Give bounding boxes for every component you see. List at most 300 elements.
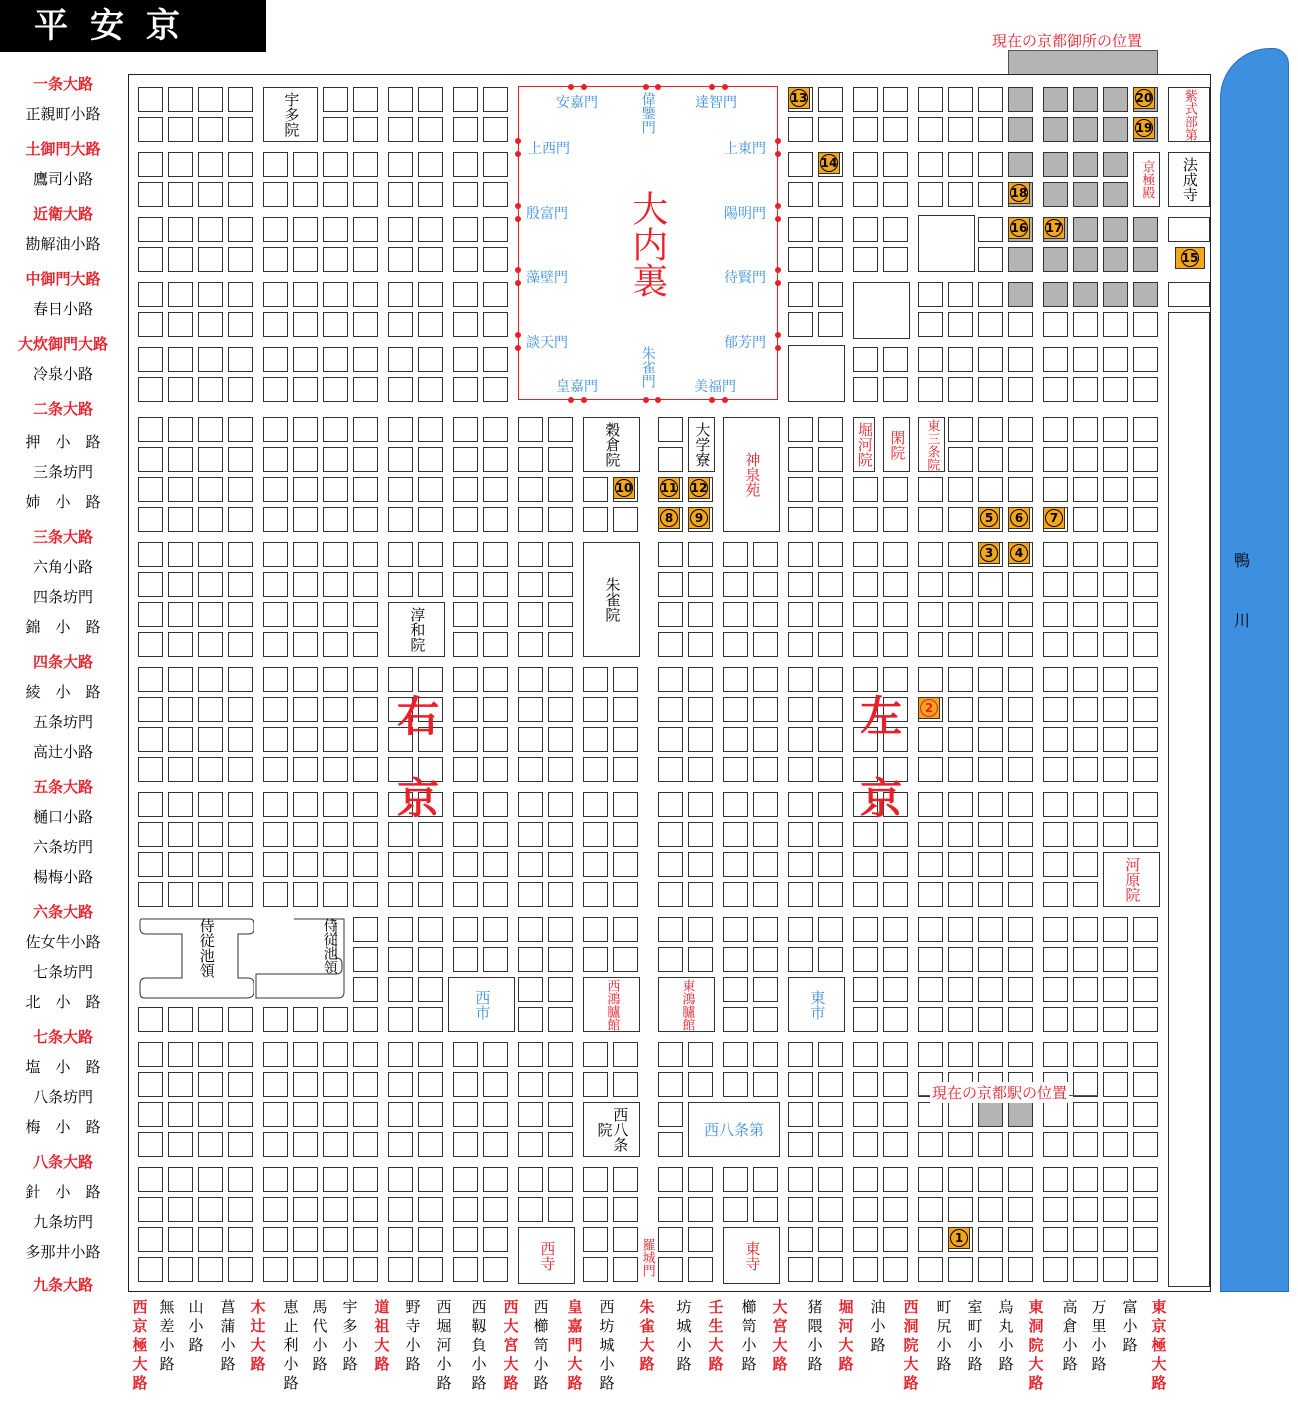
city-block (1103, 917, 1128, 942)
city-block (978, 632, 1003, 657)
city-block (418, 152, 443, 177)
city-block (978, 347, 1003, 372)
city-block (723, 1167, 748, 1192)
city-block (453, 822, 478, 847)
city-block (918, 1167, 943, 1192)
city-block (198, 1007, 223, 1032)
city-block (1103, 697, 1128, 722)
city-block (323, 217, 348, 242)
city-block (483, 447, 508, 472)
city-block (688, 822, 713, 847)
city-block (1133, 1257, 1158, 1282)
city-block (978, 152, 1003, 177)
city-block (658, 822, 683, 847)
city-block (818, 917, 843, 942)
city-block (853, 152, 878, 177)
city-block (1008, 947, 1033, 972)
city-block (138, 377, 163, 402)
city-block (883, 117, 908, 142)
city-block (138, 1042, 163, 1067)
gate-marker (775, 267, 781, 273)
city-block (818, 447, 843, 472)
city-block (263, 727, 288, 752)
city-block (753, 1007, 778, 1032)
city-block (723, 667, 748, 692)
site-number-label: 10 (615, 481, 633, 495)
city-block (453, 1132, 478, 1157)
city-block (948, 1007, 973, 1032)
city-block (138, 117, 163, 142)
city-block (168, 697, 193, 722)
city-block (1133, 602, 1158, 627)
city-block (948, 792, 973, 817)
city-block (198, 792, 223, 817)
city-block (688, 602, 713, 627)
city-block (853, 1007, 878, 1032)
city-block (1073, 882, 1098, 907)
city-block (418, 1007, 443, 1032)
site-number-14 (818, 152, 840, 174)
city-block (168, 852, 193, 877)
city-block (1008, 447, 1033, 472)
city-block (138, 312, 163, 337)
city-block (548, 1042, 573, 1067)
city-block (853, 507, 878, 532)
city-block (918, 152, 943, 177)
city-block (948, 1102, 973, 1127)
site-number-label: 8 (660, 509, 678, 527)
city-block (453, 477, 478, 502)
city-block (1008, 377, 1033, 402)
city-block (353, 1007, 378, 1032)
palace-gate: 談天門 (526, 335, 568, 351)
city-block (1043, 697, 1068, 722)
city-block (1073, 697, 1098, 722)
city-block (978, 182, 1003, 207)
place-nishihachijoin (583, 1102, 640, 1157)
gate-marker (515, 332, 521, 338)
city-block (548, 977, 573, 1002)
city-block (388, 347, 413, 372)
place-label: 東市 (808, 989, 827, 1020)
city-block (1073, 217, 1098, 242)
city-block (948, 947, 973, 972)
city-block (978, 1042, 1003, 1067)
place-label: 紫式部第 (1181, 88, 1197, 141)
place-label: 朱雀院 (603, 577, 622, 622)
city-block (228, 1042, 253, 1067)
city-block (483, 917, 508, 942)
city-block (613, 822, 638, 847)
city-block (263, 757, 288, 782)
column-label: 皇嘉門大路 (567, 1298, 583, 1392)
city-block (323, 87, 348, 112)
city-block (323, 1072, 348, 1097)
city-block (688, 632, 713, 657)
city-block (198, 852, 223, 877)
city-block (263, 377, 288, 402)
city-block (1073, 757, 1098, 782)
city-block (788, 882, 813, 907)
city-block (228, 1132, 253, 1157)
city-block (168, 247, 193, 272)
city-block (1103, 1042, 1128, 1067)
city-block (388, 1072, 413, 1097)
city-block (818, 182, 843, 207)
city-block (583, 917, 608, 942)
column-label: 東京極大路 (1151, 1298, 1167, 1392)
city-block (168, 377, 193, 402)
city-block (883, 1197, 908, 1222)
city-block (323, 182, 348, 207)
row-label: 土御門大路 (25, 140, 101, 158)
city-block (753, 542, 778, 567)
city-block (168, 282, 193, 307)
city-block (723, 1072, 748, 1097)
city-block (658, 447, 683, 472)
city-block (388, 542, 413, 567)
city-block (1168, 282, 1210, 307)
city-block (198, 1132, 223, 1157)
city-block (853, 117, 878, 142)
city-block (1043, 542, 1068, 567)
palace-gate: 陽明門 (724, 206, 766, 222)
city-block (198, 1042, 223, 1067)
city-block (978, 1227, 1003, 1252)
city-block (138, 217, 163, 242)
city-block (453, 312, 478, 337)
city-block (1043, 447, 1068, 472)
gate-marker (775, 203, 781, 209)
city-block (1103, 542, 1128, 567)
site-number-4 (1008, 542, 1030, 564)
city-block (818, 1167, 843, 1192)
city-block (483, 117, 508, 142)
city-block (818, 312, 843, 337)
city-block (388, 1257, 413, 1282)
city-block (883, 477, 908, 502)
column-label: 町尻小路 (936, 1298, 952, 1373)
city-block (658, 947, 683, 972)
place-kanin (883, 417, 910, 472)
city-block (198, 282, 223, 307)
city-block (853, 1197, 878, 1222)
place-daigakuryo (688, 417, 715, 472)
city-block (853, 602, 878, 627)
city-block (723, 822, 748, 847)
city-block (453, 152, 478, 177)
city-block (978, 417, 1003, 442)
city-block (1043, 377, 1068, 402)
site-number-2 (918, 697, 940, 719)
city-block (388, 882, 413, 907)
city-block (918, 377, 943, 402)
city-block (948, 882, 973, 907)
city-block (818, 1042, 843, 1067)
city-block (948, 852, 973, 877)
city-block (228, 667, 253, 692)
city-block (518, 727, 543, 752)
column-label: 木辻大路 (250, 1298, 266, 1373)
city-block (1073, 247, 1098, 272)
city-block (613, 1197, 638, 1222)
city-block (723, 852, 748, 877)
city-block (688, 1227, 713, 1252)
place-label: 東鴻臚館 (679, 978, 695, 1031)
city-block (688, 947, 713, 972)
city-block (138, 1072, 163, 1097)
city-block (518, 1042, 543, 1067)
city-block (138, 882, 163, 907)
city-block (1008, 667, 1033, 692)
row-label: 五条大路 (32, 778, 93, 796)
city-block (1103, 792, 1128, 817)
city-block (978, 917, 1003, 942)
city-block (518, 417, 543, 442)
city-block (658, 417, 683, 442)
city-block (548, 917, 573, 942)
city-block (658, 602, 683, 627)
site-number-6 (1008, 507, 1030, 529)
city-block (1008, 822, 1033, 847)
city-block (1008, 917, 1033, 942)
city-block (788, 312, 813, 337)
city-block (918, 822, 943, 847)
city-block (323, 282, 348, 307)
city-block (978, 792, 1003, 817)
city-block (918, 312, 943, 337)
city-block (818, 217, 843, 242)
city-block (788, 757, 813, 782)
city-block (263, 312, 288, 337)
city-block (418, 977, 443, 1002)
city-block (853, 1072, 878, 1097)
city-block (658, 1197, 683, 1222)
city-block (263, 1132, 288, 1157)
city-block (723, 882, 748, 907)
city-block (688, 792, 713, 817)
city-block (853, 632, 878, 657)
city-block (548, 947, 573, 972)
city-block (658, 792, 683, 817)
site-number-label: 1 (950, 1229, 968, 1247)
city-block (688, 667, 713, 692)
city-block (168, 1167, 193, 1192)
city-block (548, 507, 573, 532)
place-junnain (388, 602, 445, 657)
city-block (1133, 447, 1158, 472)
city-block (613, 917, 638, 942)
site-number-10 (613, 477, 635, 499)
city-block (583, 1042, 608, 1067)
column-label: 朱雀大路 (639, 1298, 655, 1373)
city-block (138, 667, 163, 692)
city-block (883, 1167, 908, 1192)
row-label: 三条大路 (32, 528, 93, 546)
city-block (483, 1197, 508, 1222)
city-block (818, 542, 843, 567)
site-number-3 (978, 542, 1000, 564)
city-block (483, 697, 508, 722)
city-block (168, 87, 193, 112)
city-block (548, 792, 573, 817)
place-label: 淳和院 (408, 607, 427, 652)
city-block (658, 1102, 683, 1127)
city-block (228, 727, 253, 752)
city-block (548, 1007, 573, 1032)
place-label: 宇多院 (282, 92, 301, 137)
city-block (613, 792, 638, 817)
city-block (753, 947, 778, 972)
city-block (918, 852, 943, 877)
city-block (353, 312, 378, 337)
city-block (418, 1132, 443, 1157)
city-block (583, 1227, 608, 1252)
row-label: 高辻小路 (32, 743, 93, 761)
city-block (1043, 1167, 1068, 1192)
city-block (918, 1102, 943, 1127)
city-block (228, 1197, 253, 1222)
city-block (198, 477, 223, 502)
city-block (263, 697, 288, 722)
place-shinsenen (723, 417, 780, 532)
city-block (323, 757, 348, 782)
city-block (1103, 1197, 1128, 1222)
column-label: 西大宮大路 (503, 1298, 519, 1392)
city-block (518, 542, 543, 567)
city-block (293, 447, 318, 472)
gate-marker (655, 84, 661, 90)
city-block (228, 792, 253, 817)
city-block (753, 697, 778, 722)
city-block (883, 1132, 908, 1157)
city-block (948, 1197, 973, 1222)
city-block (388, 1167, 413, 1192)
city-block (483, 217, 508, 242)
city-block (388, 1227, 413, 1252)
city-block (978, 852, 1003, 877)
city-block (138, 1102, 163, 1127)
city-block (883, 542, 908, 567)
city-block (168, 417, 193, 442)
city-block (1103, 87, 1128, 112)
city-block (453, 1102, 478, 1127)
city-block (1103, 727, 1128, 752)
city-block (1043, 282, 1068, 307)
city-block (883, 247, 908, 272)
city-block (788, 947, 813, 972)
city-block (853, 667, 878, 692)
city-block (853, 1102, 878, 1127)
city-block (883, 152, 908, 177)
city-block (263, 217, 288, 242)
city-block (263, 602, 288, 627)
city-block (323, 632, 348, 657)
city-block (818, 507, 843, 532)
city-block (263, 882, 288, 907)
site-number-label: 3 (980, 544, 998, 562)
city-block (978, 1132, 1003, 1157)
city-block (723, 947, 748, 972)
city-block (948, 447, 973, 472)
gate-marker (515, 151, 521, 157)
city-block (138, 852, 163, 877)
gate-marker (568, 397, 574, 403)
city-block (483, 1227, 508, 1252)
city-block (453, 727, 478, 752)
kamo-river-label-2: 川 (1233, 611, 1250, 630)
city-block (168, 1257, 193, 1282)
city-block (658, 632, 683, 657)
city-block (453, 377, 478, 402)
city-block (293, 792, 318, 817)
city-block (1043, 917, 1068, 942)
city-block (918, 1007, 943, 1032)
city-block (518, 917, 543, 942)
city-block (353, 852, 378, 877)
city-block (168, 572, 193, 597)
city-block (168, 667, 193, 692)
city-block (1043, 1007, 1068, 1032)
city-block (723, 602, 748, 627)
city-block (853, 347, 878, 372)
city-block (1103, 312, 1128, 337)
city-block (388, 1007, 413, 1032)
city-block (1133, 417, 1158, 442)
city-block (753, 667, 778, 692)
city-block (753, 1072, 778, 1097)
city-block (948, 507, 973, 532)
city-block (1133, 1042, 1158, 1067)
column-label: 西櫛笥小路 (533, 1298, 549, 1392)
city-block (1103, 1102, 1128, 1127)
city-block (138, 757, 163, 782)
city-block (883, 182, 908, 207)
site-number-11 (658, 477, 680, 499)
city-block (168, 1102, 193, 1127)
city-block (263, 477, 288, 502)
city-block (883, 917, 908, 942)
city-block (453, 667, 478, 692)
place-label: 神泉苑 (743, 452, 762, 497)
city-block (228, 417, 253, 442)
city-block (978, 977, 1003, 1002)
city-block (323, 152, 348, 177)
city-block (723, 757, 748, 782)
city-block (918, 882, 943, 907)
city-block (1008, 697, 1033, 722)
city-block (138, 822, 163, 847)
column-label: 道祖大路 (374, 1298, 390, 1373)
city-block (1073, 852, 1098, 877)
city-block (918, 602, 943, 627)
city-block (138, 542, 163, 567)
city-block (918, 1257, 943, 1282)
city-block (978, 1102, 1003, 1127)
city-block (453, 217, 478, 242)
palace-gate: 殷富門 (526, 206, 568, 222)
city-block (1133, 667, 1158, 692)
city-block (1073, 182, 1098, 207)
city-block (1043, 882, 1068, 907)
city-block (323, 347, 348, 372)
city-block (388, 247, 413, 272)
city-block (1073, 1072, 1098, 1097)
city-block (753, 852, 778, 877)
city-block (978, 1257, 1003, 1282)
city-block (548, 572, 573, 597)
city-block (948, 697, 973, 722)
